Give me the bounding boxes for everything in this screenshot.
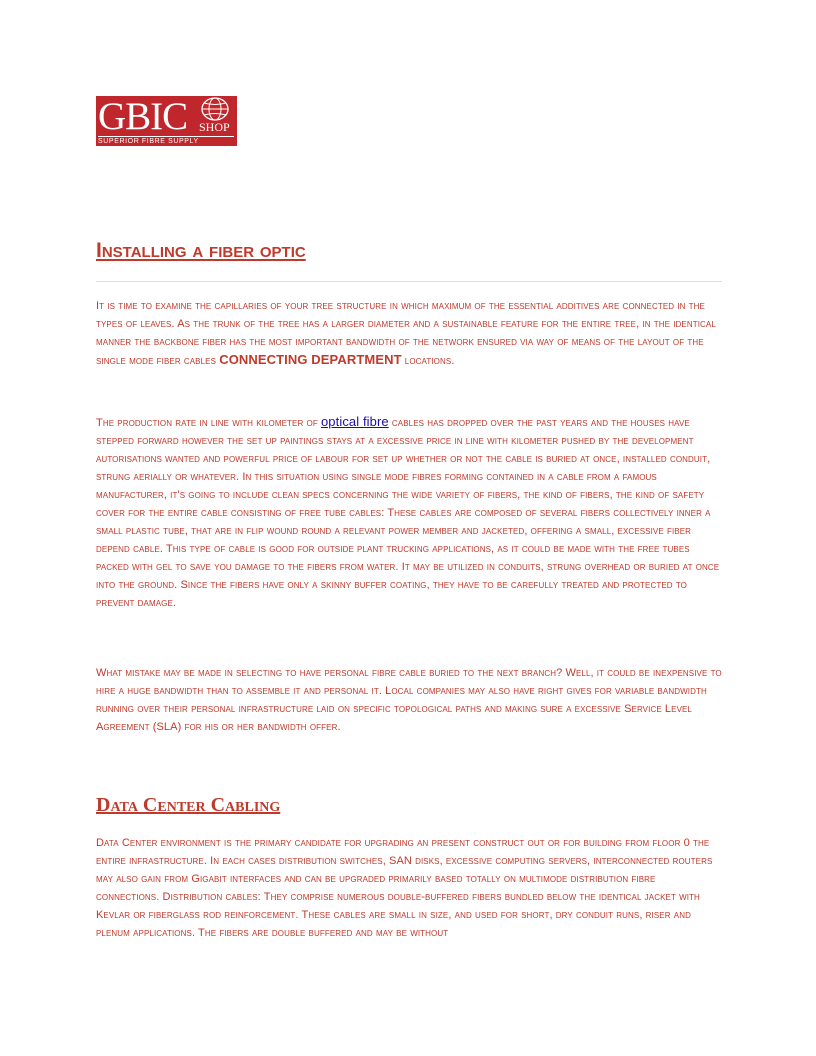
logo-shop-text: SHOP [199,120,230,134]
optical-fibre-link[interactable]: optical fibre [320,414,389,429]
section-heading-data-center: Data Center Cabling [96,794,281,816]
production-text: The production rate in line with kilometer of [96,417,321,429]
title-divider [96,281,722,282]
intro-text: It is time to examine the capillaries of your tree structure in which maximum of the essential additives are connected in the types of leaves. As the trunk of the tree has a larger diameter and a sustainable feature for the entire tree, in the identical manner the backbone fiber has the most important bandwidth of the network ensured via way of means of the layout of the single mode fiber cables [96,300,716,367]
production-text-rest: cables has dropped over the past years and the houses have stepped forward however the set up paintings stays at a excessive price in line with kilometer pushed by the development autorisations wanted and powerful price of labour for set up whether or not the cable is buried at once, installed conduit, strung aerially or whatever. In this situation using single mode fibres forming contained in a cable from a famous manufacturer, it's going to include clean specs concerning the wide variety of fibers, the kind of fibers, the kind of safety cover for the entire cable consisting of free tube cables: These cables are composed of several fibers collectively inner a small plastic tube, that are in flip wound round a relevant power member and jacketed, offering a small, excessive fiber depend cable. This type of cable is good for outside plant trucking applications, as it could be made with the free tubes packed with gel to save you damage to the fibers from water. It may be utilized in conduits, strung overhead or buried at once into the ground. Since the fibers have only a skinny buffer coating, they have to be carefully treated and protected to prevent damage. [96,417,720,609]
page-title: Installing a fiber optic [96,239,306,262]
production-paragraph [96,413,722,612]
mistake-paragraph: What mistake may be made in selecting to have personal fibre cable buried to the next branch? Well, it could be inexpensive to hire a huge bandwidth than to assemble it and personal it. Local companies may also have right gives for variable bandwidth running over their personal infrastructure laid on specific topological paths and making sure a excessive Service Level Agreement (SLA) for his or her bandwidth offer. [96,667,722,733]
globe-icon [200,97,230,121]
intro-text-end: locations. [401,355,455,367]
intro-paragraph [96,297,722,370]
data-center-paragraph: Data Center environment is the primary candidate for upgrading an present construct out or for building from floor 0 the entire infrastructure. In each cases distribution switches, SAN disks, excessive computing servers, interconnected routers may also gain from Gigabit interfaces and can be upgraded primarily based totally on multimode distribution fibre connections. Distribution cables: They comprise numerous double-buffered fibers bundled below the identical jacket with Kevlar or fiberglass rod reinforcement. These cables are small in size, and used for short, dry conduit runs, riser and plenum applications. The fibers are double buffered and may be without [96,837,713,939]
logo-brand-text: GBIC [98,96,188,138]
logo-tagline: SUPERIOR FIBRE SUPPLY [98,136,234,146]
gbic-shop-logo [96,96,237,146]
emphasis-text: CONNECTING DEPARTMENT [219,352,402,367]
